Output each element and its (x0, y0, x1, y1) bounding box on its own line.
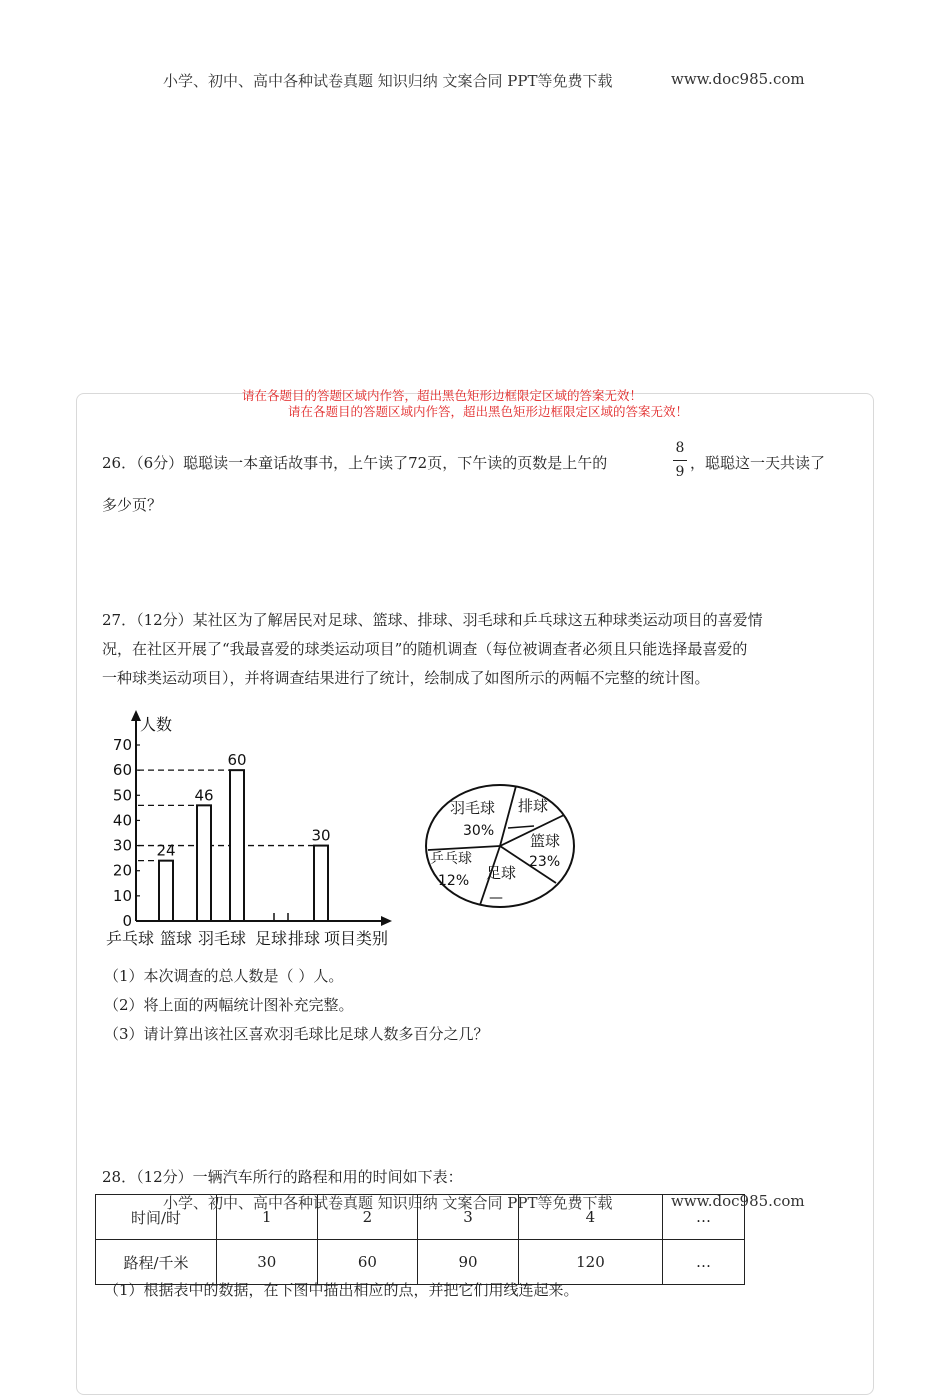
pie-label-basketball: 篮球 (530, 832, 561, 850)
table-cell: … (662, 1195, 744, 1240)
header-title: 小学、初中、高中各种试卷真题 知识归纳 文案合同 PPT等免费下载 (163, 72, 613, 90)
pie-percent-basketball: 23% (529, 854, 561, 870)
table-cell: 90 (418, 1240, 519, 1285)
table-cell: 时间/时 (96, 1195, 217, 1240)
y-axis-label: 人数 (140, 715, 173, 734)
table-cell: 1 (217, 1195, 318, 1240)
q27-sub2: （2）将上面的两幅统计图补充完整。 (104, 996, 354, 1014)
bar-value-label: 60 (227, 751, 247, 770)
q28-text: 28．（12分）一辆汽车所行的路程和用的时间如下表： (102, 1168, 463, 1186)
table-cell: 30 (217, 1240, 318, 1285)
pie-chart (420, 780, 580, 920)
y-tick-label: 20 (112, 861, 132, 880)
y-tick-label: 0 (122, 912, 132, 930)
bar-篮球 (197, 805, 211, 921)
bar-value-label: 30 (311, 826, 331, 845)
q27-line-2: 况，在社区开展了“我最喜爱的球类运动项目”的随机调查（每位被调查者必须且只能选择最喜爱的 (102, 640, 748, 658)
bar-乒乓球 (159, 861, 173, 921)
table-cell: 2 (317, 1195, 418, 1240)
pie-label-badminton: 羽毛球 (450, 799, 496, 817)
q28-sub1: （1）根据表中的数据，在下图中描出相应的点，并把它们用线连起来。 (104, 1281, 579, 1299)
q26-frac-numerator: 8 (675, 440, 685, 456)
bar-羽毛球 (230, 770, 244, 921)
table-cell: 路程/千米 (96, 1240, 217, 1285)
q27-sub1: （1）本次调查的总人数是（ ）人。 (104, 967, 344, 985)
category-label: 篮球 (160, 929, 193, 948)
q27-sub3: （3）请计算出该社区喜欢羽毛球比足球人数多百分之几？ (104, 1025, 489, 1043)
y-tick-label: 40 (112, 811, 132, 830)
x-axis-label: 项目类别 (324, 929, 389, 948)
table-cell: 120 (518, 1240, 662, 1285)
table-cell: 3 (418, 1195, 519, 1240)
q26-frac-bar (673, 460, 687, 461)
q26-frac-denominator: 9 (675, 464, 685, 480)
pie-divider-pingpong-badminton (428, 846, 500, 850)
pie-percent-football: — (489, 890, 503, 906)
category-label: 羽毛球 (198, 929, 247, 948)
y-tick-label: 50 (112, 786, 132, 805)
q27-line-1: 27．（12分）某社区为了解居民对足球、篮球、排球、羽毛球和乒乓球这五种球类运动项目的喜爱情 (102, 611, 763, 629)
category-label: 乒乓球 (106, 929, 155, 948)
footer-url[interactable]: www.doc985.com (671, 1192, 805, 1210)
header-url[interactable]: www.doc985.com (671, 70, 805, 88)
warning-text-repeat: 请在各题目的答题区域内作答，超出黑色矩形边框限定区域的答案无效！ (288, 404, 689, 419)
pie-label-pingpong: 乒乓球 (430, 851, 472, 867)
y-tick-label: 10 (112, 886, 132, 905)
y-tick-label: 60 (112, 761, 132, 780)
bar-value-label: 46 (194, 786, 214, 805)
bar-排球 (314, 846, 328, 921)
table-cell: 60 (317, 1240, 418, 1285)
table-cell: 4 (518, 1195, 662, 1240)
pie-percent-badminton: 30% (463, 823, 495, 839)
pie-label-football: 足球 (486, 864, 517, 882)
q27-line-3: 一种球类运动项目），并将调查结果进行了统计，绘制成了如图所示的两幅不完整的统计图。 (102, 669, 710, 687)
pie-divider-badminton-volleyball (500, 786, 516, 846)
pie-label-volleyball: 排球 (518, 797, 549, 815)
table-cell: … (662, 1240, 744, 1285)
table-row (96, 1240, 745, 1285)
pie-percent-pingpong: 12% (438, 873, 470, 889)
q26-text-after: ，聪聪这一天共读了 (690, 454, 826, 472)
q26-text-before: 26．（6分）聪聪读一本童话故事书，上午读了72页，下午读的页数是上午的 (102, 454, 608, 472)
pie-volleyball-blank (508, 826, 534, 828)
x-axis-arrow (381, 916, 392, 926)
footer-title: 小学、初中、高中各种试卷真题 知识归纳 文案合同 PPT等免费下载 (163, 1194, 613, 1212)
y-tick-label: 30 (112, 836, 132, 855)
q26-text-line2: 多少页？ (102, 496, 163, 514)
y-tick-label: 70 (112, 736, 132, 754)
category-label: 足球 (255, 929, 288, 948)
bar-chart (100, 708, 410, 953)
category-label: 排球 (288, 929, 321, 948)
bar-value-label: 24 (156, 841, 176, 860)
warning-text: 请在各题目的答题区域内作答，超出黑色矩形边框限定区域的答案无效！ (242, 388, 643, 403)
